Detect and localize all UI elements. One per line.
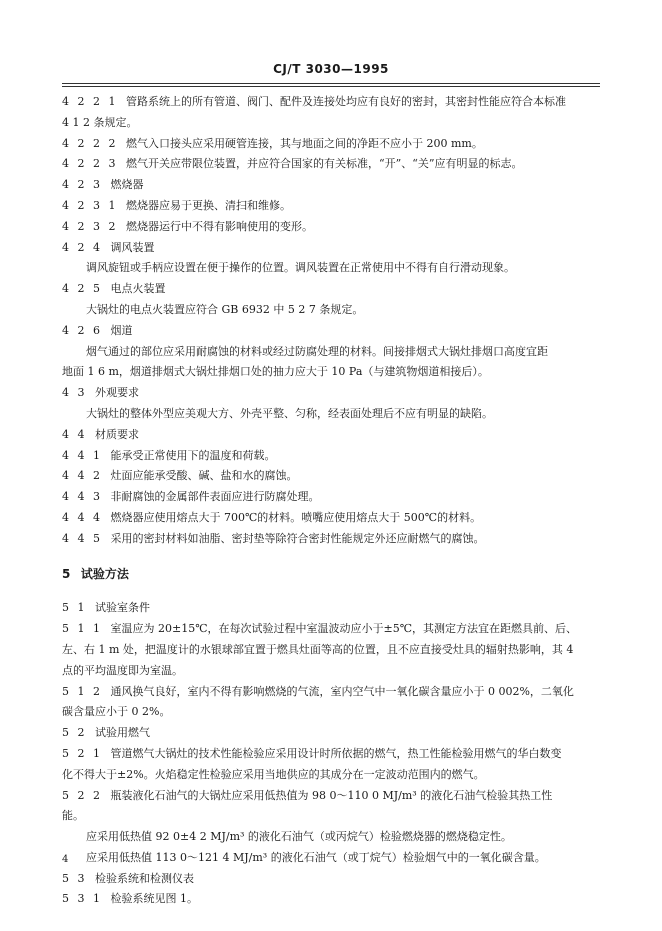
clause-number: 5 2 1: [62, 746, 103, 760]
clause-line: [62, 425, 600, 446]
clause-line: [62, 786, 600, 807]
clause-text: 大锅灶的整体外型应美观大方、外壳平整、匀称，经表面处理后不应有明显的缺陷。: [86, 406, 493, 420]
clause-line: [62, 869, 600, 890]
text-line: [62, 113, 600, 134]
clause-text: 采用的密封材料如油脂、密封垫等除符合密封性能规定外还应耐燃气的腐蚀。: [110, 531, 485, 545]
clause-text: 燃烧器: [110, 178, 144, 192]
clause-text: 大锅灶的电点火装置应符合 GB 6932 中 5 2 7 条规定。: [86, 302, 364, 316]
clause-number: 5 1 1: [62, 622, 103, 636]
clause-text: 试验方法: [80, 566, 129, 581]
clause-text: 检验系统和检测仪表: [95, 871, 194, 885]
clause-text: 燃气入口接头应采用硬管连接，其与地面之间的净距不应小于 200 mm。: [125, 136, 483, 150]
clause-text: 燃烧器应使用熔点大于 700℃的材料。喷嘴应使用熔点大于 500℃的材料。: [110, 510, 482, 524]
clause-text: 管道燃气大锅灶的技术性能检验应采用设计时所依据的燃气，热工性能检验用燃气的华白数变: [110, 746, 562, 760]
clause-number: 4 2 2 3: [62, 157, 118, 171]
text-line: [62, 362, 600, 383]
clause-number: 4 4 1: [62, 448, 103, 462]
clause-line: [62, 598, 600, 619]
header-rule-double: [62, 86, 600, 87]
clause-text: 管路系统上的所有管道、阀门、配件及连接处均应有良好的密封，其密封性能应符合本标准: [125, 95, 566, 108]
clause-text: 烟气通过的部位应采用耐腐蚀的材料或经过防腐处理的材料。间接排烟式大锅灶排烟口高度宜距: [86, 344, 548, 358]
clause-text: 化不得大于±2%。火焰稳定性检验应采用当地供应的其成分在一定波动范围内的燃气。: [62, 767, 485, 781]
clause-text: 4 1 2 条规定。: [62, 115, 138, 129]
clause-number: 4 4 2: [62, 469, 103, 483]
clause-line: [62, 92, 600, 113]
clause-line: [62, 744, 600, 765]
clause-number: 4 4: [62, 427, 87, 441]
clause-text: 外观要求: [95, 386, 139, 400]
clause-text: 瓶装液化石油气的大锅灶应采用低热值为 98 0～110 0 MJ/m³ 的液化石油气检验其热工性: [110, 788, 553, 802]
clause-number: 4 2 3 1: [62, 198, 118, 212]
clause-number: 5 3: [62, 871, 87, 885]
clause-line: [62, 466, 600, 487]
text-line: [62, 827, 600, 848]
clause-line: [62, 175, 600, 196]
text-line: [62, 661, 600, 682]
clause-text: 能。: [62, 809, 84, 823]
clause-number: 5 1 2: [62, 684, 103, 698]
clause-line: [62, 134, 600, 155]
clause-line: [62, 682, 600, 703]
text-line: [62, 300, 600, 321]
clause-text: 调风装置: [110, 240, 155, 254]
clause-line: [62, 321, 600, 342]
clause-text: 应采用低热值 92 0±4 2 MJ/m³ 的液化石油气（或丙烷气）检验燃烧器的燃烧稳定性。: [86, 830, 512, 844]
header-rule: [62, 83, 600, 84]
clause-line: [62, 529, 600, 550]
clause-line: [62, 619, 600, 640]
clause-number: 4 3: [62, 386, 87, 400]
clause-text: 地面 1 6 m，烟道排烟式大锅灶排烟口处的抽力应大于 10 Pa（与建筑物烟道相接后）。: [62, 365, 489, 379]
clause-text: 灶面应能承受酸、碱、盐和水的腐蚀。: [110, 469, 298, 483]
clause-number: 4 2 2 1: [62, 95, 118, 108]
clause-text: 调风旋钮或手柄应设置在便于操作的位置。调风装置在正常使用中不得有自行滑动现象。: [86, 261, 515, 275]
document-body: [62, 92, 600, 910]
clause-number: 5 3 1: [62, 892, 103, 906]
clause-number: 4 4 3: [62, 490, 103, 504]
clause-number: 5 2: [62, 726, 87, 740]
clause-text: 室温应为 20±15℃，在每次试验过程中室温波动应小于±5℃，其测定方法宜在距燃具前、后、: [110, 622, 578, 636]
clause-text: 碳含量应小于 0 2%。: [62, 705, 171, 719]
clause-line: [62, 238, 600, 259]
clause-number: 5 1: [62, 601, 87, 615]
clause-text: 左、右 1 m 处，把温度计的水银球部宜置于燃具灶面等高的位置，且不应直接受灶具的辐射热影响，其 4: [62, 642, 574, 656]
clause-number: 4 4 4: [62, 510, 103, 524]
text-line: [62, 848, 600, 869]
clause-line: [62, 723, 600, 744]
clause-line: [62, 196, 600, 217]
clause-text: 通风换气良好，室内不得有影响燃烧的气流，室内空气中一氧化碳含量应小于 0 002%，二氧化: [110, 684, 574, 698]
clause-number: 4 2 5: [62, 282, 103, 296]
clause-line: [62, 508, 600, 529]
clause-line: [62, 383, 600, 404]
standard-code-header: CJ/T 3030—1995: [273, 62, 389, 76]
clause-number: 5: [62, 566, 73, 581]
clause-line: [62, 564, 600, 585]
text-line: [62, 342, 600, 363]
clause-line: [62, 487, 600, 508]
text-line: [62, 702, 600, 723]
clause-number: 4 2 3: [62, 178, 103, 192]
clause-text: 材质要求: [95, 427, 139, 441]
clause-text: 应采用低热值 113 0～121 4 MJ/m³ 的液化石油气（或丁烷气）检验烟气中的一氧化碳含量。: [86, 850, 546, 864]
clause-text: 非耐腐蚀的金属部件表面应进行防腐处理。: [110, 490, 320, 504]
clause-line: [62, 279, 600, 300]
text-line: [62, 765, 600, 786]
clause-text: 烟道: [110, 323, 133, 337]
clause-text: 检验系统见图 1。: [110, 892, 198, 906]
clause-number: 4 2 4: [62, 240, 103, 254]
clause-text: 试验室条件: [95, 601, 150, 615]
clause-number: 4 4 5: [62, 531, 103, 545]
clause-text: 燃烧器运行中不得有影响使用的变形。: [125, 219, 313, 233]
clause-line: [62, 446, 600, 467]
clause-number: 4 2 3 2: [62, 219, 118, 233]
text-line: [62, 404, 600, 425]
clause-number: 5 2 2: [62, 788, 103, 802]
clause-line: [62, 217, 600, 238]
text-line: [62, 806, 600, 827]
clause-text: 燃烧器应易于更换、清扫和维修。: [125, 198, 291, 212]
clause-line: [62, 889, 600, 910]
clause-line: [62, 154, 600, 175]
text-line: [62, 640, 600, 661]
clause-text: 电点火装置: [110, 282, 166, 296]
clause-text: 试验用燃气: [95, 726, 150, 740]
clause-text: 燃气开关应带限位装置，并应符合国家的有关标准，“开”、“关”应有明显的标志。: [125, 157, 523, 171]
clause-number: 4 2 2 2: [62, 136, 118, 150]
clause-text: 点的平均温度即为室温。: [62, 663, 183, 677]
page-number: 4: [62, 854, 69, 865]
clause-text: 能承受正常使用下的温度和荷载。: [110, 448, 276, 462]
text-line: [62, 258, 600, 279]
clause-number: 4 2 6: [62, 323, 103, 337]
